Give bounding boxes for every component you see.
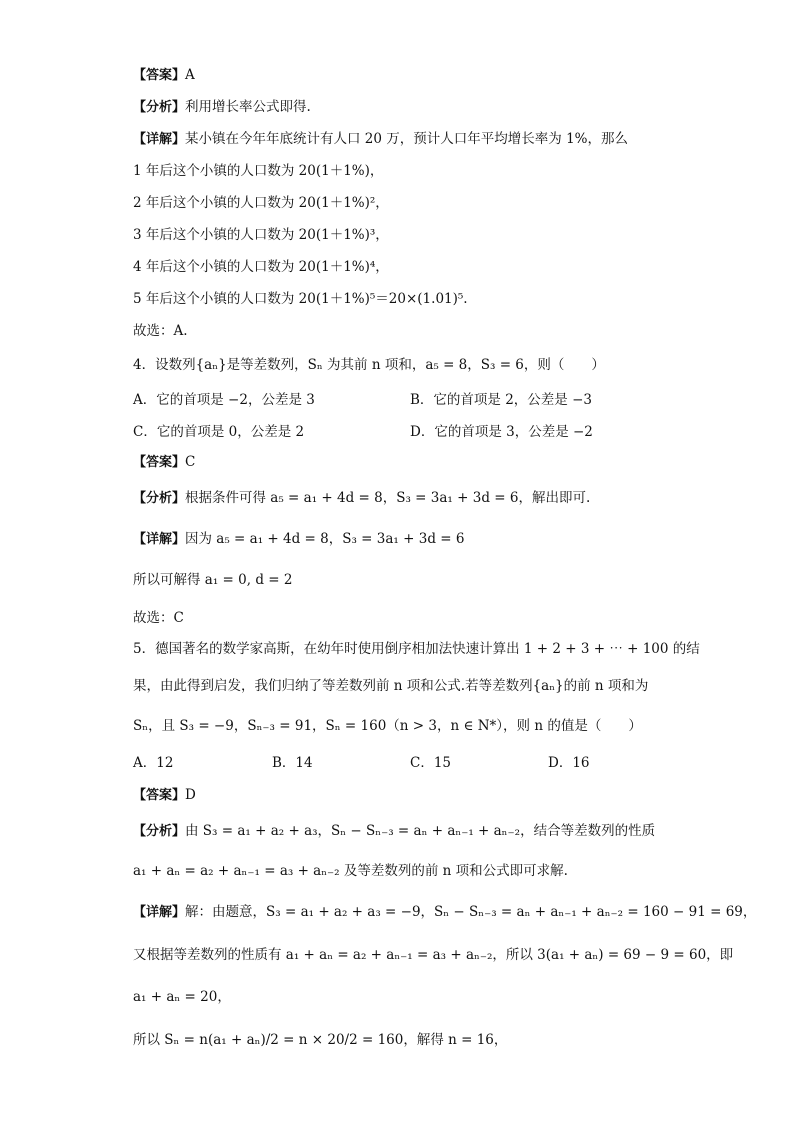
q5-stem-line-1: 5．德国著名的数学家高斯，在幼年时使用倒序相加法快速计算出 1 + 2 + 3 + ⋯ + 100 的结: [133, 641, 700, 657]
q5-detail-line-2: 又根据等差数列的性质有 a₁ + aₙ = a₂ + aₙ₋₁ = a₃ + aₙ₋₂，所以 3(a₁ + aₙ) = 69 − 9 = 60，即: [133, 947, 734, 963]
q5-option-a: A．12: [133, 755, 174, 771]
q4-analysis-line: [133, 489, 590, 508]
q3-year-line-2: 2 年后这个小镇的人口数为 20(1＋1%)²，: [133, 195, 389, 211]
analysis-text: 利用增长率公式即得.: [185, 99, 311, 115]
detail-text: 因为 a₅ = a₁ + 4d = 8，S₃ = 3a₁ + 3d = 6: [185, 531, 465, 547]
q3-year-line-1: 1 年后这个小镇的人口数为 20(1＋1%)，: [133, 163, 384, 179]
q4-solve-line: 所以可解得 a₁ = 0, d = 2: [133, 572, 293, 588]
analysis-tag: 【分析】: [133, 100, 186, 115]
q4-option-d: D．它的首项是 3，公差是 −2: [410, 424, 593, 440]
q4-stem: 4．设数列{aₙ}是等差数列，Sₙ 为其前 n 项和，a₅ = 8，S₃ = 6，则（ ）: [133, 357, 605, 373]
q4-detail-line: [133, 530, 464, 549]
q5-detail-line-3: a₁ + aₙ = 20，: [133, 989, 231, 1005]
q5-analysis-line-2: a₁ + aₙ = a₂ + aₙ₋₁ = a₃ + aₙ₋₂ 及等差数列的前 n 项和公式即可求解.: [133, 863, 568, 879]
q5-stem-line-3: Sₙ，且 S₃ = −9，Sₙ₋₃ = 91，Sₙ = 160（n > 3，n ∈ N*），则 n 的值是（ ）: [133, 718, 642, 734]
q3-year-line-3: 3 年后这个小镇的人口数为 20(1＋1%)³，: [133, 227, 389, 243]
detail-tag: 【详解】: [133, 905, 186, 920]
q5-answer-line: [133, 786, 196, 805]
analysis-tag: 【分析】: [133, 824, 186, 839]
q4-conclusion: 故选：C: [133, 610, 184, 626]
answer-tag: 【答案】: [133, 788, 186, 803]
answer-tag: 【答案】: [133, 68, 186, 83]
detail-text: 解：由题意，S₃ = a₁ + a₂ + a₃ = −9，Sₙ − Sₙ₋₃ = aₙ + aₙ₋₁ + aₙ₋₂ = 160 − 91 = 69，: [185, 904, 757, 920]
q3-year-line-5: 5 年后这个小镇的人口数为 20(1＋1%)⁵＝20×(1.01)⁵.: [133, 291, 468, 307]
answer-value: A: [185, 67, 195, 83]
detail-tag: 【详解】: [133, 132, 186, 147]
q3-answer-line: [133, 66, 195, 85]
q3-conclusion: 故选：A.: [133, 323, 188, 339]
q5-option-b: B．14: [272, 755, 313, 771]
q5-stem-line-2: 果，由此得到启发，我们归纳了等差数列前 n 项和公式.若等差数列{aₙ}的前 n 项和为: [133, 678, 649, 694]
analysis-tag: 【分析】: [133, 491, 186, 506]
q5-option-c: C．15: [410, 755, 452, 771]
q3-year-line-4: 4 年后这个小镇的人口数为 20(1＋1%)⁴，: [133, 259, 389, 275]
answer-tag: 【答案】: [133, 455, 186, 470]
analysis-text: 根据条件可得 a₅ = a₁ + 4d = 8，S₃ = 3a₁ + 3d = 6，解出即可.: [185, 490, 591, 506]
q5-detail-line-4: 所以 Sₙ = n(a₁ + aₙ)/2 = n × 20/2 = 160，解得 n = 16，: [133, 1032, 508, 1048]
q5-analysis-line: [133, 822, 655, 841]
q4-option-a: A．它的首项是 −2，公差是 3: [133, 392, 315, 408]
analysis-text: 由 S₃ = a₁ + a₂ + a₃，Sₙ − Sₙ₋₃ = aₙ + aₙ₋₁ + aₙ₋₂，结合等差数列的性质: [185, 823, 656, 839]
answer-value: D: [185, 787, 196, 803]
q3-detail-line: [133, 130, 628, 149]
q4-option-c: C．它的首项是 0，公差是 2: [133, 424, 305, 440]
detail-tag: 【详解】: [133, 532, 186, 547]
q5-option-d: D．16: [548, 755, 590, 771]
q4-option-b: B．它的首项是 2，公差是 −3: [410, 392, 592, 408]
q5-detail-line: [133, 903, 756, 922]
answer-value: C: [185, 454, 196, 470]
detail-text: 某小镇在今年年底统计有人口 20 万，预计人口年平均增长率为 1%，那么: [185, 131, 628, 147]
q3-analysis-line: [133, 98, 311, 117]
q4-answer-line: [133, 453, 195, 472]
